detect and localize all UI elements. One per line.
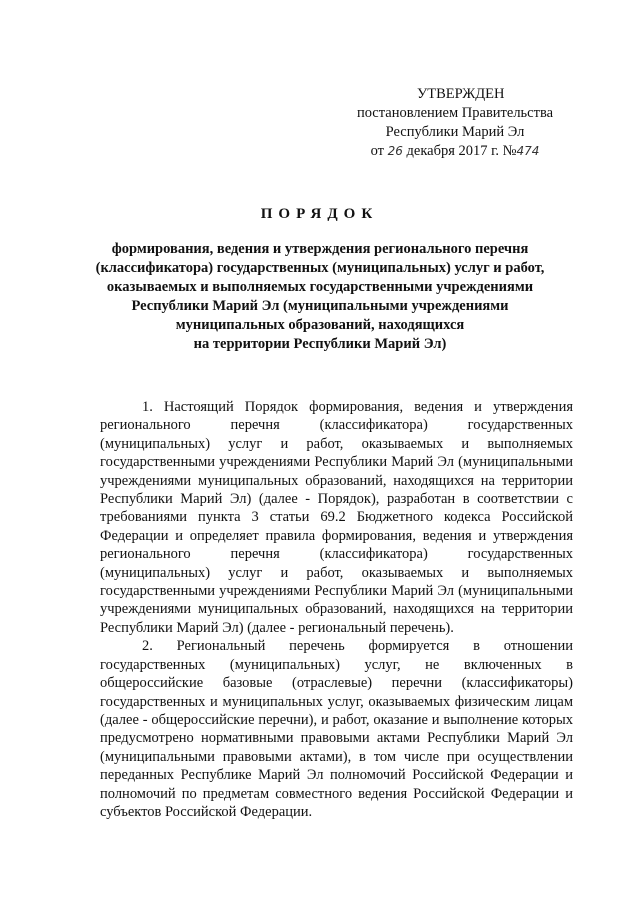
- approval-heading: УТВЕРЖДЕН: [417, 86, 505, 102]
- approval-date-day: 26: [387, 144, 403, 158]
- document-subtitle: [95, 240, 545, 354]
- approval-line-republic: Республики Марий Эл: [385, 124, 525, 140]
- subtitle-line: (классификатора) государственных (муниципальных) услуг и работ,: [95, 260, 545, 276]
- approval-line-government: постановлением Правительства: [356, 105, 554, 121]
- document-body: [100, 398, 573, 821]
- approval-date: [330, 142, 580, 161]
- subtitle-line: Республики Марий Эл (муниципальными учреждениями: [131, 298, 509, 314]
- subtitle-line: формирования, ведения и утверждения регионального перечня: [111, 241, 529, 257]
- document-title: ПОРЯДОК: [260, 206, 379, 222]
- paragraph-1: 1. Настоящий Порядок формирования, ведения и утверждения регионального перечня (классификатора) государственных (муниципальных) услуг и работ, оказываемых и выполняемых государственными учреждениями Республики Марий Эл (муниципальными учреждениями муниципальных образований, находящихся на территории Республики Марий Эл) (далее - Порядок), разработан в соответствии с требованиями пункта 3 статьи 69.2 Бюджетного кодекса Российской Федерации и определяет правила формирования, ведения и утверждения регионального перечня (классификатора) государственных (муниципальных) услуг и работ, оказываемых и выполняемых государственными учреждениями Республики Марий Эл (муниципальными учреждениями муниципальных образований, находящихся на территории Республики Марий Эл) (далее - региональный перечень).: [100, 399, 573, 636]
- subtitle-line: оказываемых и выполняемых государственными учреждениями: [106, 279, 534, 295]
- paragraph-2: 2. Региональный перечень формируется в отношении государственных (муниципальных) услуг, не включенных в общероссийские базовые (отраслевые) перечни (классификаторы) государственных и муниципальных услуг, оказываемых физическим лицам (далее - общероссийские перечни), и работ, оказание и выполнение которых предусмотрено нормативными правовыми актами Республики Марий Эл (муниципальными правовыми актами), в том числе при осуществлении переданных Республике Марий Эл полномочий Российской Федерации и полномочий по предметам совместного ведения Российской Федерации и субъектов Российской Федерации.: [100, 638, 573, 820]
- subtitle-line: муниципальных образований, находящихся: [175, 317, 465, 333]
- subtitle-line: на территории Республики Марий Эл): [193, 336, 447, 352]
- approval-date-rest: декабря 2017 г. №: [402, 143, 517, 159]
- approval-date-prefix: от: [370, 143, 388, 159]
- approval-number: 474: [516, 144, 540, 158]
- approval-stamp: [330, 85, 580, 161]
